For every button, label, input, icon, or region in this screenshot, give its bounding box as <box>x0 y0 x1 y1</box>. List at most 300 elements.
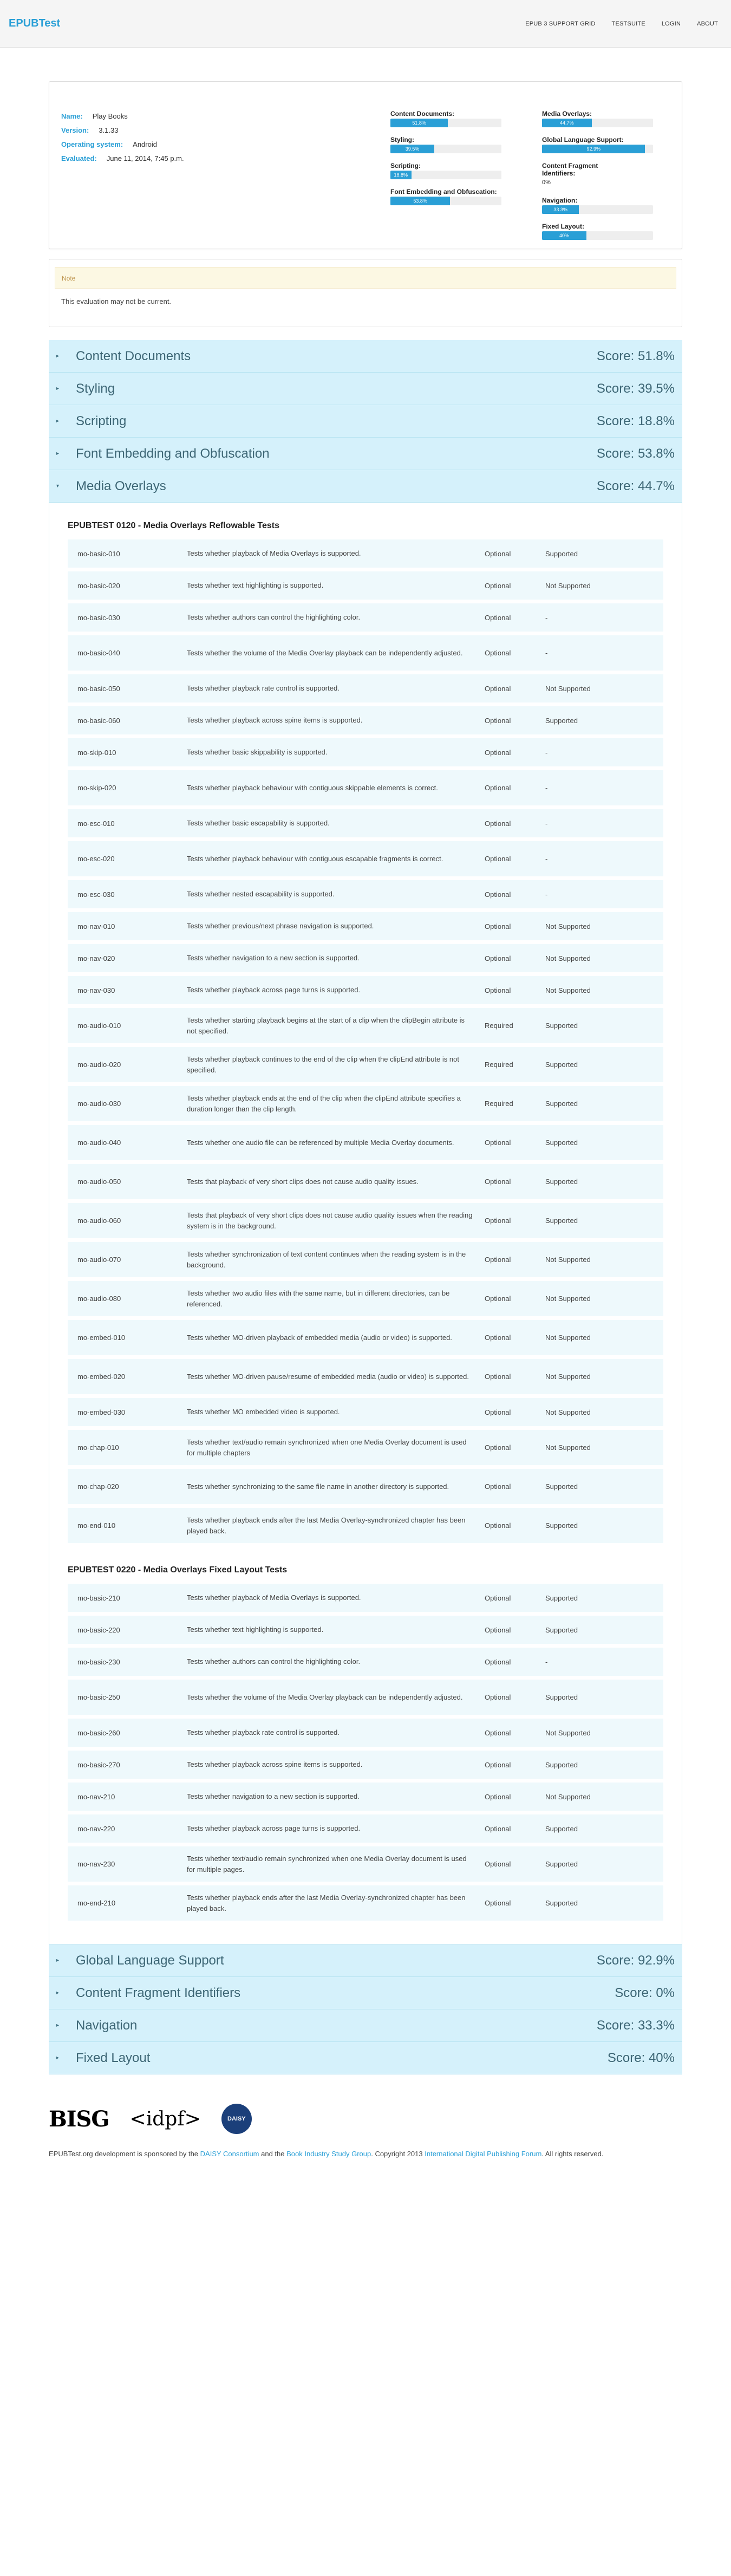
test-description: Tests whether playback of Media Overlays is supported. <box>187 549 361 557</box>
bar-track <box>542 231 653 240</box>
test-id: mo-basic-210 <box>77 1593 120 1602</box>
bar-label: Content Documents: <box>390 110 454 118</box>
bar-track <box>390 171 501 179</box>
test-result: Not Supported <box>545 922 591 931</box>
test-description: Tests whether basic escapability is supported. <box>187 819 330 827</box>
caret-right-icon: ▸ <box>56 2055 60 2061</box>
test-requirement: Optional <box>485 649 511 657</box>
test-id: mo-skip-010 <box>77 748 116 757</box>
category-content-fragment[interactable] <box>49 1977 682 2009</box>
category-score: Score: 33.3% <box>596 2018 675 2033</box>
test-id: mo-nav-010 <box>77 922 115 931</box>
test-id: mo-basic-020 <box>77 581 120 590</box>
bar-label: Navigation: <box>542 197 578 204</box>
test-row <box>68 1751 663 1783</box>
test-row <box>68 674 663 706</box>
test-id: mo-audio-020 <box>77 1061 121 1069</box>
test-description: Tests whether playback across spine items is supported. <box>187 1760 363 1768</box>
test-result: Not Supported <box>545 1333 591 1342</box>
category-score: Score: 92.9% <box>596 1953 675 1968</box>
caret-down-icon: ▾ <box>56 483 60 489</box>
footer-text <box>49 2148 682 2160</box>
bar-fill: 53.8% <box>390 197 450 205</box>
category-name: Styling <box>76 381 115 396</box>
test-list-reflowable <box>68 539 663 1547</box>
test-row <box>68 1508 663 1547</box>
bar-track <box>390 145 501 153</box>
test-row <box>68 880 663 912</box>
footer-text-part: and the <box>259 2150 287 2158</box>
bar-global-language <box>542 136 667 153</box>
reading-system-meta <box>61 112 184 168</box>
test-requirement: Optional <box>485 819 511 828</box>
test-result: Supported <box>545 1625 578 1634</box>
test-row <box>68 1430 663 1469</box>
nav-links <box>525 21 722 27</box>
test-description: Tests whether playback ends after the last Media Overlay-synchronized chapter has been played back. <box>187 1515 466 1535</box>
test-result: - <box>545 819 548 828</box>
test-row <box>68 1203 663 1242</box>
test-requirement: Optional <box>485 684 511 693</box>
test-result: Supported <box>545 1693 578 1701</box>
test-description: Tests whether synchronization of text content continues when the reading system is in the background. <box>187 1250 466 1269</box>
test-id: mo-basic-030 <box>77 613 120 622</box>
bar-track <box>542 205 653 214</box>
test-result: Not Supported <box>545 1408 591 1416</box>
category-name: Navigation <box>76 2018 138 2033</box>
test-result: Supported <box>545 1521 578 1530</box>
test-result: Supported <box>545 1824 578 1833</box>
category-global-language[interactable] <box>49 1944 682 1977</box>
category-scripting[interactable] <box>49 405 682 438</box>
test-requirement: Optional <box>485 1728 511 1737</box>
test-id: mo-nav-230 <box>77 1860 115 1868</box>
category-styling[interactable] <box>49 373 682 405</box>
test-requirement: Optional <box>485 1792 511 1801</box>
test-id: mo-basic-050 <box>77 684 120 693</box>
test-description: Tests whether playback of Media Overlays is supported. <box>187 1593 361 1602</box>
test-row <box>68 912 663 944</box>
test-id: mo-skip-020 <box>77 784 116 792</box>
test-id: mo-audio-010 <box>77 1022 121 1030</box>
category-score: Score: 0% <box>615 1985 675 2000</box>
test-result: Supported <box>545 1217 578 1225</box>
test-row <box>68 1359 663 1398</box>
test-list-fixed-layout <box>68 1584 663 1924</box>
nav-login[interactable]: LOGIN <box>661 20 681 27</box>
test-id: mo-audio-080 <box>77 1294 121 1303</box>
test-description: Tests whether text highlighting is supported. <box>187 1625 324 1634</box>
test-id: mo-basic-260 <box>77 1728 120 1737</box>
test-id: mo-nav-030 <box>77 986 115 994</box>
caret-right-icon: ▸ <box>56 386 60 392</box>
test-result: - <box>545 613 548 622</box>
test-row <box>68 1398 663 1430</box>
test-result: - <box>545 649 548 657</box>
bar-font-embedding <box>390 188 515 205</box>
test-requirement: Optional <box>485 1178 511 1186</box>
test-description: Tests whether authors can control the highlighting color. <box>187 613 361 621</box>
test-requirement: Optional <box>485 1521 511 1530</box>
test-requirement: Optional <box>485 1372 511 1381</box>
brand-logo[interactable]: EPUBTest <box>9 17 61 29</box>
meta-row-name <box>61 112 184 126</box>
test-row <box>68 1584 663 1616</box>
test-requirement: Optional <box>485 1294 511 1303</box>
category-name: Global Language Support <box>76 1953 224 1968</box>
test-row <box>68 1719 663 1751</box>
test-result: Supported <box>545 1178 578 1186</box>
note-panel <box>49 259 682 327</box>
test-id: mo-esc-020 <box>77 855 115 863</box>
bar-media-overlays <box>542 110 667 127</box>
category-media-overlays[interactable] <box>49 470 682 503</box>
test-result: - <box>545 748 548 757</box>
category-score: Score: 40% <box>607 2050 675 2065</box>
test-result: Supported <box>545 1022 578 1030</box>
test-requirement: Optional <box>485 855 511 863</box>
test-description: Tests whether text highlighting is supported. <box>187 581 324 589</box>
test-description: Tests whether playback across spine items is supported. <box>187 716 363 724</box>
test-requirement: Optional <box>485 1217 511 1225</box>
note-body: This evaluation may not be current. <box>61 297 172 305</box>
daisy-logo[interactable]: DAISY <box>221 2104 252 2134</box>
test-result: Supported <box>545 1482 578 1491</box>
test-id: mo-audio-060 <box>77 1217 121 1225</box>
caret-right-icon: ▸ <box>56 418 60 424</box>
category-name: Font Embedding and Obfuscation <box>76 446 270 461</box>
suite-title: EPUBTEST 0120 - Media Overlays Reflowable Tests <box>68 521 279 530</box>
test-result: Not Supported <box>545 986 591 994</box>
nav-about[interactable]: ABOUT <box>697 20 718 27</box>
test-id: mo-basic-010 <box>77 549 120 558</box>
main-content <box>49 48 682 2176</box>
test-id: mo-chap-020 <box>77 1482 119 1491</box>
test-row <box>68 738 663 770</box>
test-requirement: Optional <box>485 581 511 590</box>
bar-label: Font Embedding and Obfuscation: <box>390 188 497 196</box>
test-id: mo-end-010 <box>77 1521 116 1530</box>
category-score: Score: 18.8% <box>596 413 675 428</box>
test-description: Tests whether text/audio remain synchronized when one Media Overlay document is used for multiple chapters <box>187 1437 467 1457</box>
caret-right-icon: ▸ <box>56 1990 60 1996</box>
bar-content-documents <box>390 110 515 127</box>
bar-label: Global Language Support: <box>542 136 624 144</box>
test-id: mo-esc-010 <box>77 819 115 828</box>
test-result: Not Supported <box>545 1372 591 1381</box>
meta-key: Evaluated: <box>61 154 97 162</box>
meta-value: Play Books <box>92 112 128 120</box>
test-id: mo-basic-250 <box>77 1693 120 1701</box>
test-row <box>68 1281 663 1320</box>
meta-key: Version: <box>61 126 89 134</box>
caret-right-icon: ▸ <box>56 451 60 457</box>
test-row <box>68 1783 663 1814</box>
footer-text-part: . All rights reserved. <box>541 2150 604 2158</box>
category-fixed-layout[interactable] <box>49 2042 682 2074</box>
test-id: mo-basic-220 <box>77 1625 120 1634</box>
test-requirement: Optional <box>485 613 511 622</box>
test-requirement: Required <box>485 1061 513 1069</box>
category-name: Content Documents <box>76 348 191 363</box>
test-result: Not Supported <box>545 1728 591 1737</box>
test-row <box>68 1616 663 1648</box>
navbar <box>0 0 731 48</box>
test-requirement: Optional <box>485 1824 511 1833</box>
meta-key: Operating system: <box>61 140 123 148</box>
test-description: Tests whether playback continues to the end of the clip when the clipEnd attribute is not specified. <box>187 1055 459 1074</box>
meta-value: June 11, 2014, 7:45 p.m. <box>106 154 184 162</box>
caret-right-icon: ▸ <box>56 1957 60 1963</box>
test-id: mo-audio-030 <box>77 1100 121 1108</box>
test-result: Not Supported <box>545 1294 591 1303</box>
test-row <box>68 1125 663 1164</box>
test-requirement: Optional <box>485 1139 511 1147</box>
category-navigation[interactable] <box>49 2009 682 2042</box>
test-row <box>68 706 663 738</box>
test-row <box>68 1846 663 1885</box>
bar-scripting <box>390 162 515 179</box>
score-bars <box>390 110 677 245</box>
bar-fill: 18.8% <box>390 171 412 179</box>
meta-row-os <box>61 140 184 154</box>
test-row <box>68 1086 663 1125</box>
bar-fill: 44.7% <box>542 119 592 127</box>
daisy-link[interactable]: DAISY Consortium <box>200 2150 259 2158</box>
test-result: Not Supported <box>545 581 591 590</box>
test-id: mo-audio-040 <box>77 1139 121 1147</box>
test-id: mo-audio-050 <box>77 1178 121 1186</box>
bar-navigation <box>542 197 667 214</box>
test-id: mo-basic-060 <box>77 716 120 725</box>
test-description: Tests whether playback behaviour with contiguous escapable fragments is correct. <box>187 854 443 863</box>
test-id: mo-basic-040 <box>77 649 120 657</box>
test-requirement: Optional <box>485 784 511 792</box>
test-description: Tests whether MO-driven playback of embedded media (audio or video) is supported. <box>187 1333 452 1342</box>
test-description: Tests whether text/audio remain synchronized when one Media Overlay document is used for multiple pages. <box>187 1854 467 1874</box>
category-name: Content Fragment Identifiers <box>76 1985 241 2000</box>
test-description: Tests whether playback ends after the last Media Overlay-synchronized chapter has been played back. <box>187 1893 466 1913</box>
test-result: Supported <box>545 1760 578 1769</box>
bar-fill: 33.3% <box>542 205 579 214</box>
test-row <box>68 770 663 809</box>
bar-fill: 51.8% <box>390 119 448 127</box>
test-result: Not Supported <box>545 1443 591 1452</box>
bar-value-text: 0% <box>542 179 551 186</box>
test-description: Tests whether navigation to a new section is supported. <box>187 1792 360 1800</box>
test-requirement: Optional <box>485 549 511 558</box>
test-requirement: Optional <box>485 1899 511 1907</box>
category-score: Score: 44.7% <box>596 478 675 493</box>
test-description: Tests whether playback across page turns is supported. <box>187 1824 361 1832</box>
test-row <box>68 1648 663 1680</box>
bar-fill: 39.5% <box>390 145 434 153</box>
test-result: - <box>545 1657 548 1666</box>
test-row <box>68 1164 663 1203</box>
test-description: Tests whether playback behaviour with contiguous skippable elements is correct. <box>187 783 438 792</box>
test-description: Tests whether previous/next phrase navigation is supported. <box>187 922 374 930</box>
test-row <box>68 1242 663 1281</box>
bisg-link[interactable]: Book Industry Study Group <box>286 2150 371 2158</box>
test-id: mo-audio-070 <box>77 1256 121 1264</box>
test-id: mo-nav-220 <box>77 1824 115 1833</box>
test-requirement: Optional <box>485 1408 511 1416</box>
test-row <box>68 539 663 571</box>
bar-label: Scripting: <box>390 162 421 170</box>
test-requirement: Optional <box>485 716 511 725</box>
test-row <box>68 1469 663 1508</box>
test-requirement: Optional <box>485 954 511 962</box>
idpf-logo[interactable]: <idpf> <box>129 2107 201 2130</box>
test-requirement: Optional <box>485 1760 511 1769</box>
test-id: mo-embed-020 <box>77 1372 126 1381</box>
test-description: Tests whether two audio files with the same name, but in different directories, can be referenced. <box>187 1289 450 1308</box>
bar-label: Media Overlays: <box>542 110 592 118</box>
caret-right-icon: ▸ <box>56 353 60 359</box>
test-row <box>68 571 663 603</box>
sponsor-logos <box>49 2103 682 2135</box>
test-row <box>68 1680 663 1719</box>
test-id: mo-basic-270 <box>77 1760 120 1769</box>
category-content-documents[interactable] <box>49 340 682 373</box>
bisg-logo[interactable]: BISG <box>49 2106 109 2132</box>
bar-fixed-layout <box>542 223 667 240</box>
test-id: mo-end-210 <box>77 1899 116 1907</box>
test-requirement: Optional <box>485 1482 511 1491</box>
test-result: Not Supported <box>545 954 591 962</box>
test-row <box>68 1008 663 1047</box>
test-description: Tests whether synchronizing to the same file name in another directory is supported. <box>187 1482 449 1491</box>
test-requirement: Optional <box>485 1860 511 1868</box>
test-requirement: Optional <box>485 1443 511 1452</box>
test-description: Tests whether basic skippability is supported. <box>187 748 328 756</box>
bar-label: Fixed Layout: <box>542 223 585 230</box>
test-row <box>68 1885 663 1924</box>
test-row <box>68 944 663 976</box>
footer-text-part: . Copyright 2013 <box>371 2150 425 2158</box>
bar-track <box>390 197 501 205</box>
test-description: Tests whether authors can control the highlighting color. <box>187 1657 361 1666</box>
test-requirement: Optional <box>485 1593 511 1602</box>
category-name: Fixed Layout <box>76 2050 151 2065</box>
test-id: mo-basic-230 <box>77 1657 120 1666</box>
caret-right-icon: ▸ <box>56 2022 60 2028</box>
category-name: Scripting <box>76 413 127 428</box>
test-requirement: Optional <box>485 748 511 757</box>
nav-testsuite[interactable]: TESTSUITE <box>611 20 645 27</box>
bar-label: Content Fragment Identifiers: <box>542 162 598 177</box>
bar-track <box>390 119 501 127</box>
test-row <box>68 976 663 1008</box>
test-description: Tests whether playback rate control is supported. <box>187 684 340 692</box>
test-description: Tests that playback of very short clips does not cause audio quality issues. <box>187 1177 419 1186</box>
bar-track <box>542 145 653 153</box>
meta-value: 3.1.33 <box>99 126 119 134</box>
category-score: Score: 53.8% <box>596 446 675 461</box>
test-requirement: Optional <box>485 922 511 931</box>
test-description: Tests whether the volume of the Media Overlay playback can be independently adjusted. <box>187 1693 463 1701</box>
test-result: Supported <box>545 1139 578 1147</box>
category-name: Media Overlays <box>76 478 166 493</box>
test-description: Tests whether the volume of the Media Overlay playback can be independently adjusted. <box>187 648 463 657</box>
bar-fill: 40% <box>542 231 586 240</box>
nav-support-grid[interactable]: EPUB 3 SUPPORT GRID <box>525 20 596 27</box>
test-result: - <box>545 784 548 792</box>
test-description: Tests whether nested escapability is supported. <box>187 890 335 898</box>
test-id: mo-nav-020 <box>77 954 115 962</box>
test-id: mo-embed-030 <box>77 1408 126 1416</box>
bar-label: Styling: <box>390 136 414 144</box>
test-requirement: Required <box>485 1100 513 1108</box>
meta-row-evaluated <box>61 154 184 168</box>
test-requirement: Optional <box>485 1657 511 1666</box>
test-requirement: Optional <box>485 890 511 899</box>
category-score: Score: 51.8% <box>596 348 675 363</box>
test-description: Tests whether playback across page turns is supported. <box>187 986 361 994</box>
test-row <box>68 809 663 841</box>
category-font-embedding[interactable] <box>49 438 682 470</box>
test-id: mo-embed-010 <box>77 1333 126 1342</box>
idpf-link[interactable]: International Digital Publishing Forum <box>425 2150 542 2158</box>
test-description: Tests whether starting playback begins at the start of a clip when the clipBegin attribute is not specified. <box>187 1016 465 1035</box>
test-requirement: Optional <box>485 986 511 994</box>
test-result: Supported <box>545 549 578 558</box>
test-result: Supported <box>545 1860 578 1868</box>
suite-title: EPUBTEST 0220 - Media Overlays Fixed Layout Tests <box>68 1565 288 1575</box>
meta-value: Android <box>133 140 157 148</box>
test-description: Tests whether MO embedded video is supported. <box>187 1408 340 1416</box>
category-score: Score: 39.5% <box>596 381 675 396</box>
test-id: mo-esc-030 <box>77 890 115 899</box>
test-id: mo-chap-010 <box>77 1443 119 1452</box>
note-heading: Note <box>55 267 676 289</box>
test-result: - <box>545 890 548 899</box>
test-result: - <box>545 855 548 863</box>
test-result: Not Supported <box>545 1792 591 1801</box>
test-description: Tests whether MO-driven pause/resume of embedded media (audio or video) is supported. <box>187 1372 469 1381</box>
test-row <box>68 841 663 880</box>
test-result: Supported <box>545 1061 578 1069</box>
test-row <box>68 1814 663 1846</box>
test-result: Not Supported <box>545 1256 591 1264</box>
test-result: Supported <box>545 1593 578 1602</box>
evaluation-summary <box>49 81 682 249</box>
bar-styling <box>390 136 515 153</box>
test-row <box>68 1047 663 1086</box>
test-requirement: Required <box>485 1022 513 1030</box>
footer-text-part: EPUBTest.org development is sponsored by the <box>49 2150 200 2158</box>
bar-fill: 92.9% <box>542 145 645 153</box>
test-description: Tests whether navigation to a new section is supported. <box>187 954 360 962</box>
test-result: Supported <box>545 716 578 725</box>
meta-key: Name: <box>61 112 83 120</box>
media-overlays-panel <box>49 503 682 1944</box>
bar-content-fragment <box>542 162 629 187</box>
test-requirement: Optional <box>485 1256 511 1264</box>
test-description: Tests whether playback rate control is supported. <box>187 1728 340 1736</box>
bar-track <box>542 119 653 127</box>
test-result: Not Supported <box>545 684 591 693</box>
test-result: Supported <box>545 1100 578 1108</box>
test-id: mo-nav-210 <box>77 1792 115 1801</box>
test-row <box>68 603 663 635</box>
test-description: Tests whether playback ends at the end of the clip when the clipEnd attribute specifies a duration longer than the clip length. <box>187 1094 461 1113</box>
meta-row-version <box>61 126 184 140</box>
test-requirement: Optional <box>485 1625 511 1634</box>
test-requirement: Optional <box>485 1333 511 1342</box>
test-description: Tests that playback of very short clips does not cause audio quality issues when the reading system is in the background. <box>187 1211 473 1230</box>
test-description: Tests whether one audio file can be referenced by multiple Media Overlay documents. <box>187 1138 454 1147</box>
